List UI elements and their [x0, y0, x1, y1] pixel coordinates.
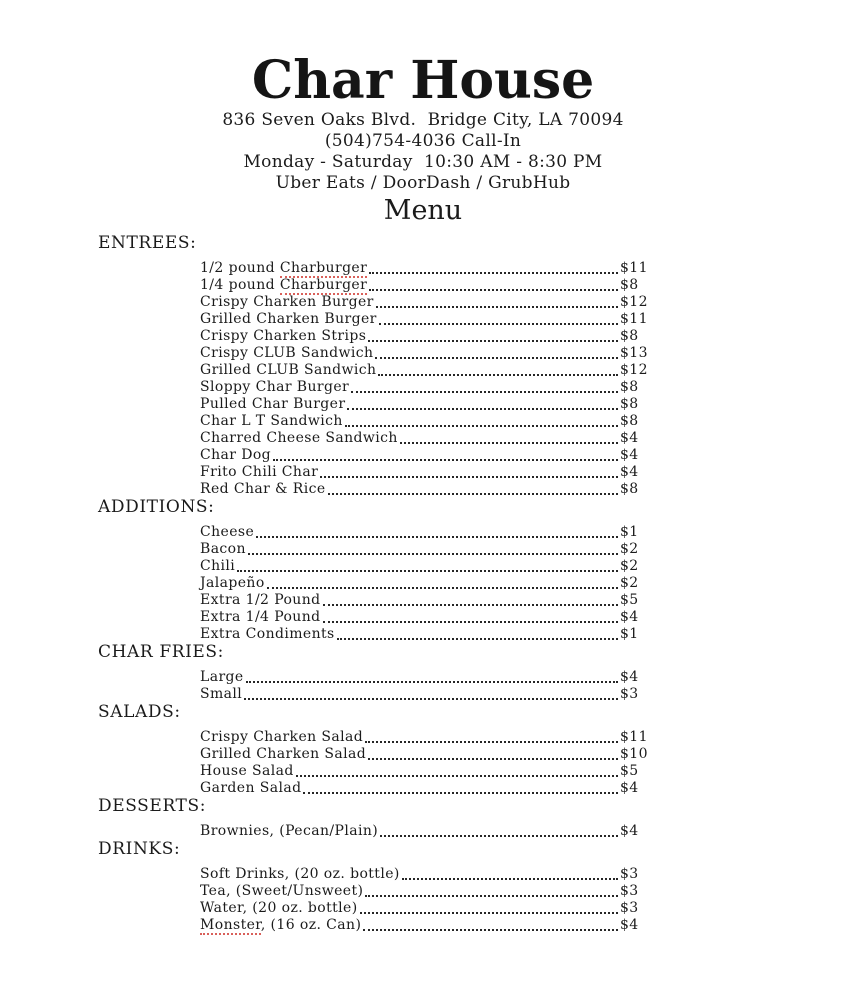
- dot-leader: [369, 289, 618, 291]
- menu-item-name: Tea, (Sweet/Unsweet): [200, 883, 364, 899]
- menu-item-row: [200, 592, 656, 609]
- menu-item-name: Frito Chili Char: [200, 464, 319, 480]
- menu-item-name: House Salad: [200, 763, 294, 779]
- dot-leader: [256, 536, 618, 538]
- menu-item-name: Sloppy Char Burger: [200, 379, 350, 395]
- menu-item-price: $4: [620, 447, 639, 463]
- menu-item-row: [200, 430, 656, 447]
- menu-item-name: Crispy Charken Burger: [200, 294, 374, 310]
- menu-item-price: $8: [620, 277, 639, 293]
- menu-section: [98, 234, 656, 498]
- menu-item-row: [200, 447, 656, 464]
- menu-item-row: [200, 294, 656, 311]
- menu-title: Menu: [383, 195, 463, 226]
- menu-item-name: 1/2 pound Charburger: [200, 260, 368, 276]
- menu-item-name: 1/4 pound Charburger: [200, 277, 368, 293]
- dot-leader: [402, 878, 618, 880]
- menu-item-price: $13: [620, 345, 648, 361]
- section-heading: CHAR FRIES:: [98, 642, 225, 662]
- menu-item-row: [200, 277, 656, 294]
- menu-item-price: $3: [620, 900, 639, 916]
- menu-item-name: Grilled CLUB Sandwich: [200, 362, 377, 378]
- section-heading: ENTREES:: [98, 233, 197, 253]
- dot-leader: [248, 553, 618, 555]
- menu-item-name: Soft Drinks, (20 oz. bottle): [200, 866, 400, 882]
- menu-item-name: Water, (20 oz. bottle): [200, 900, 358, 916]
- menu-section: [98, 797, 656, 840]
- menu-item-price: $2: [620, 541, 639, 557]
- menu-item-row: [200, 729, 656, 746]
- menu-item-row: [200, 524, 656, 541]
- menu-item-price: $8: [620, 396, 639, 412]
- menu-item-name: Garden Salad: [200, 780, 302, 796]
- dot-leader: [323, 604, 619, 606]
- menu-item-price: $8: [620, 481, 639, 497]
- menu-item-price: $8: [620, 328, 639, 344]
- menu-item-price: $11: [620, 311, 648, 327]
- dot-leader: [337, 638, 618, 640]
- menu-item-name: Red Char & Rice: [200, 481, 326, 497]
- menu-item-name: Large: [200, 669, 244, 685]
- dot-leader: [368, 340, 618, 342]
- menu-item-row: [200, 396, 656, 413]
- section-items: [200, 823, 656, 840]
- section-heading: SALADS:: [98, 702, 181, 722]
- menu-item-row: [200, 900, 656, 917]
- menu-item-row: [200, 345, 656, 362]
- menu-item-price: $3: [620, 883, 639, 899]
- menu-item-name: Grilled Charken Salad: [200, 746, 367, 762]
- menu-item-row: [200, 763, 656, 780]
- menu-item-name: Extra Condiments: [200, 626, 335, 642]
- menu-item-price: $10: [620, 746, 648, 762]
- menu-item-row: [200, 575, 656, 592]
- menu-item-name: Crispy CLUB Sandwich: [200, 345, 374, 361]
- menu-item-row: [200, 866, 656, 883]
- menu-item-row: [200, 823, 656, 840]
- misspelled-word: Charburger: [279, 277, 368, 293]
- dot-leader: [380, 835, 618, 837]
- menu-item-price: $4: [620, 430, 639, 446]
- dot-leader: [347, 408, 618, 410]
- delivery-services-line: Uber Eats / DoorDash / GrubHub: [275, 173, 571, 193]
- menu-item-price: $4: [620, 669, 639, 685]
- menu-item-price: $1: [620, 626, 639, 642]
- dot-leader: [323, 621, 619, 623]
- dot-leader: [378, 374, 618, 376]
- menu-item-name: Charred Cheese Sandwich: [200, 430, 398, 446]
- section-items: [200, 524, 656, 643]
- hours-line: Monday - Saturday 10:30 AM - 8:30 PM: [243, 152, 603, 172]
- menu-sections: [98, 234, 656, 934]
- menu-item-name: Extra 1/4 Pound: [200, 609, 321, 625]
- menu-section: [98, 703, 656, 797]
- menu-item-row: [200, 379, 656, 396]
- menu-item-price: $8: [620, 379, 639, 395]
- menu-item-name: Char L T Sandwich: [200, 413, 343, 429]
- dot-leader: [237, 570, 618, 572]
- menu-item-price: $2: [620, 575, 639, 591]
- dot-leader: [273, 459, 618, 461]
- misspelled-word: Charburger: [279, 260, 368, 276]
- dot-leader: [368, 758, 618, 760]
- menu-item-row: [200, 746, 656, 763]
- dot-leader: [375, 357, 618, 359]
- menu-item-row: [200, 311, 656, 328]
- address-line: 836 Seven Oaks Blvd. Bridge City, LA 70094: [222, 110, 624, 130]
- menu-item-name: Char Dog: [200, 447, 272, 463]
- menu-item-row: [200, 686, 656, 703]
- dot-leader: [379, 323, 618, 325]
- menu-item-price: $8: [620, 413, 639, 429]
- section-heading: DESSERTS:: [98, 796, 207, 816]
- menu-item-name: Jalapeño: [200, 575, 265, 591]
- dot-leader: [365, 895, 618, 897]
- menu-item-row: [200, 413, 656, 430]
- menu-item-price: $11: [620, 729, 648, 745]
- dot-leader: [363, 929, 618, 931]
- menu-item-name: Cheese: [200, 524, 255, 540]
- dot-leader: [244, 698, 618, 700]
- menu-item-name: Extra 1/2 Pound: [200, 592, 321, 608]
- dot-leader: [267, 587, 618, 589]
- menu-item-price: $4: [620, 823, 639, 839]
- menu-item-name: Grilled Charken Burger: [200, 311, 377, 327]
- menu-item-name: Bacon: [200, 541, 246, 557]
- dot-leader: [351, 391, 618, 393]
- menu-item-price: $12: [620, 294, 648, 310]
- dot-leader: [328, 493, 618, 495]
- menu-item-price: $4: [620, 464, 639, 480]
- menu-item-price: $4: [620, 780, 639, 796]
- menu-item-price: $2: [620, 558, 639, 574]
- dot-leader: [365, 741, 618, 743]
- menu-item-row: [200, 669, 656, 686]
- menu-section: [98, 643, 656, 703]
- menu-item-price: $12: [620, 362, 648, 378]
- menu-item-name: Crispy Charken Salad: [200, 729, 364, 745]
- section-items: [200, 260, 656, 498]
- misspelled-word: Monster: [200, 917, 261, 933]
- menu-item-name: Monster, (16 oz. Can): [200, 917, 362, 933]
- menu-item-price: $5: [620, 763, 639, 779]
- menu-item-price: $3: [620, 686, 639, 702]
- menu-item-row: [200, 464, 656, 481]
- menu-item-price: $4: [620, 917, 639, 933]
- menu-item-row: [200, 780, 656, 797]
- section-items: [200, 729, 656, 797]
- section-items: [200, 669, 656, 703]
- dot-leader: [296, 775, 618, 777]
- menu-header: [0, 0, 846, 226]
- menu-item-row: [200, 481, 656, 498]
- menu-item-name: Brownies, (Pecan/Plain): [200, 823, 379, 839]
- dot-leader: [320, 476, 618, 478]
- menu-item-row: [200, 328, 656, 345]
- menu-item-row: [200, 883, 656, 900]
- menu-item-name: Chili: [200, 558, 236, 574]
- menu-item-name: Crispy Charken Strips: [200, 328, 367, 344]
- menu-item-price: $4: [620, 609, 639, 625]
- phone-line: (504)754-4036 Call-In: [324, 131, 522, 151]
- menu-item-row: [200, 917, 656, 934]
- menu-section: [98, 840, 656, 934]
- section-heading: DRINKS:: [98, 839, 181, 859]
- menu-item-row: [200, 626, 656, 643]
- dot-leader: [246, 681, 618, 683]
- menu-item-price: $5: [620, 592, 639, 608]
- dot-leader: [360, 912, 618, 914]
- section-heading: ADDITIONS:: [98, 497, 215, 517]
- dot-leader: [400, 442, 618, 444]
- menu-item-row: [200, 260, 656, 277]
- dot-leader: [303, 792, 618, 794]
- menu-item-row: [200, 609, 656, 626]
- menu-item-price: $3: [620, 866, 639, 882]
- dot-leader: [369, 272, 618, 274]
- restaurant-name: Char House: [251, 50, 595, 111]
- menu-section: [98, 498, 656, 643]
- menu-item-price: $11: [620, 260, 648, 276]
- dot-leader: [376, 306, 618, 308]
- menu-item-name: Small: [200, 686, 243, 702]
- menu-item-row: [200, 558, 656, 575]
- menu-item-row: [200, 541, 656, 558]
- menu-item-row: [200, 362, 656, 379]
- menu-item-price: $1: [620, 524, 639, 540]
- dot-leader: [345, 425, 618, 427]
- section-items: [200, 866, 656, 934]
- menu-item-name: Pulled Char Burger: [200, 396, 346, 412]
